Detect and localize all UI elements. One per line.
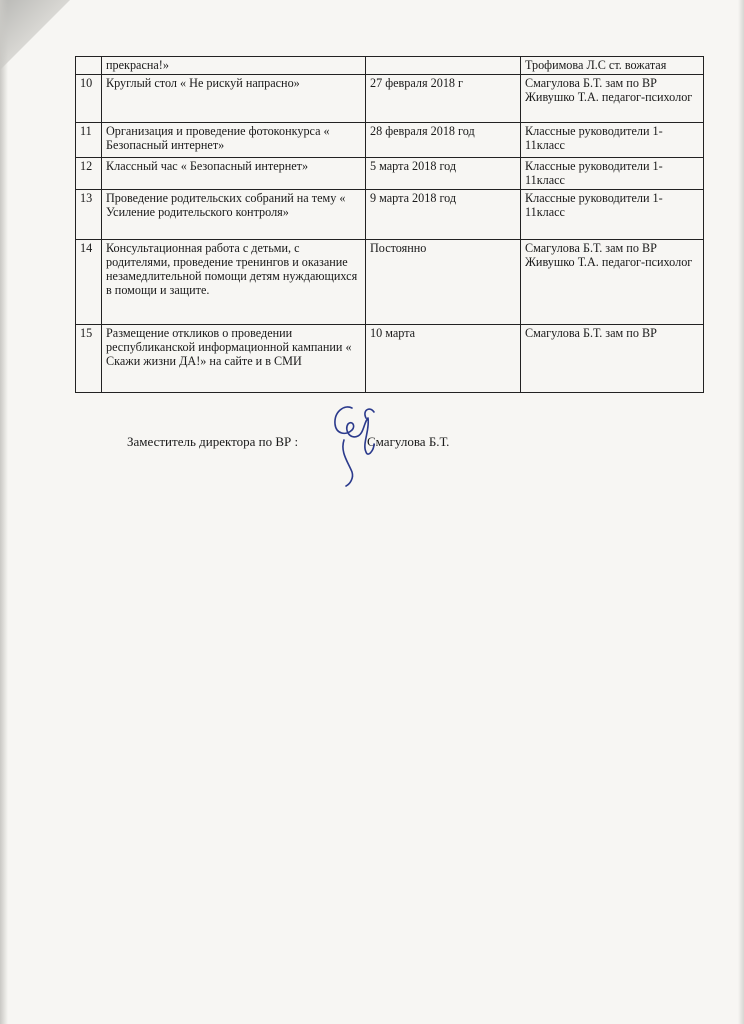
handwritten-signature-icon xyxy=(322,400,382,490)
scan-shadow-corner xyxy=(0,0,70,70)
event-cell: прекрасна!» xyxy=(102,57,366,75)
event-cell: Круглый стол « Не рискуй напрасно» xyxy=(102,75,366,123)
responsible-cell: Трофимова Л.С ст. вожатая xyxy=(521,57,704,75)
row-number: 11 xyxy=(76,123,102,158)
date-cell: 5 марта 2018 год xyxy=(366,158,521,190)
row-number: 12 xyxy=(76,158,102,190)
table-row xyxy=(76,240,704,325)
event-cell: Организация и проведение фотоконкурса « Безопасный интернет» xyxy=(102,123,366,158)
responsible-cell: Классные руководители 1-11класс xyxy=(521,190,704,240)
signatory-position: Заместитель директора по ВР : xyxy=(127,434,299,449)
event-cell: Классный час « Безопасный интернет» xyxy=(102,158,366,190)
row-number xyxy=(76,57,102,75)
row-number: 13 xyxy=(76,190,102,240)
scan-shadow-left xyxy=(0,0,8,1024)
event-cell: Консультационная работа с детьми, с родителями, проведение тренингов и оказание незамедлительной помощи детям нуждающихся в помощи и защите. xyxy=(102,240,366,325)
responsible-cell: Смагулова Б.Т. зам по ВР xyxy=(521,325,704,393)
row-number: 10 xyxy=(76,75,102,123)
responsible-cell: Классные руководители 1-11класс xyxy=(521,123,704,158)
event-cell: Проведение родительских собраний на тему « Усиление родительского контроля» xyxy=(102,190,366,240)
table-row xyxy=(76,75,704,123)
table-row xyxy=(76,325,704,393)
date-cell: 9 марта 2018 год xyxy=(366,190,521,240)
signature-block xyxy=(127,434,450,450)
row-number: 14 xyxy=(76,240,102,325)
events-plan-table xyxy=(75,56,704,393)
signatory-name: Смагулова Б.Т. xyxy=(367,434,450,449)
table-row xyxy=(76,123,704,158)
date-cell: 10 марта xyxy=(366,325,521,393)
table-row xyxy=(76,158,704,190)
row-number: 15 xyxy=(76,325,102,393)
event-cell: Размещение откликов о проведении республиканской информационной кампании « Скажи жизни ДА!» на сайте и в СМИ xyxy=(102,325,366,393)
table-row xyxy=(76,57,704,75)
responsible-cell: Смагулова Б.Т. зам по ВР Живушко Т.А. педагог-психолог xyxy=(521,75,704,123)
date-cell: 28 февраля 2018 год xyxy=(366,123,521,158)
date-cell: 27 февраля 2018 г xyxy=(366,75,521,123)
scan-shadow-right xyxy=(738,0,744,1024)
responsible-cell: Классные руководители 1-11класс xyxy=(521,158,704,190)
date-cell: Постоянно xyxy=(366,240,521,325)
table-row xyxy=(76,190,704,240)
responsible-cell: Смагулова Б.Т. зам по ВР Живушко Т.А. педагог-психолог xyxy=(521,240,704,325)
date-cell xyxy=(366,57,521,75)
